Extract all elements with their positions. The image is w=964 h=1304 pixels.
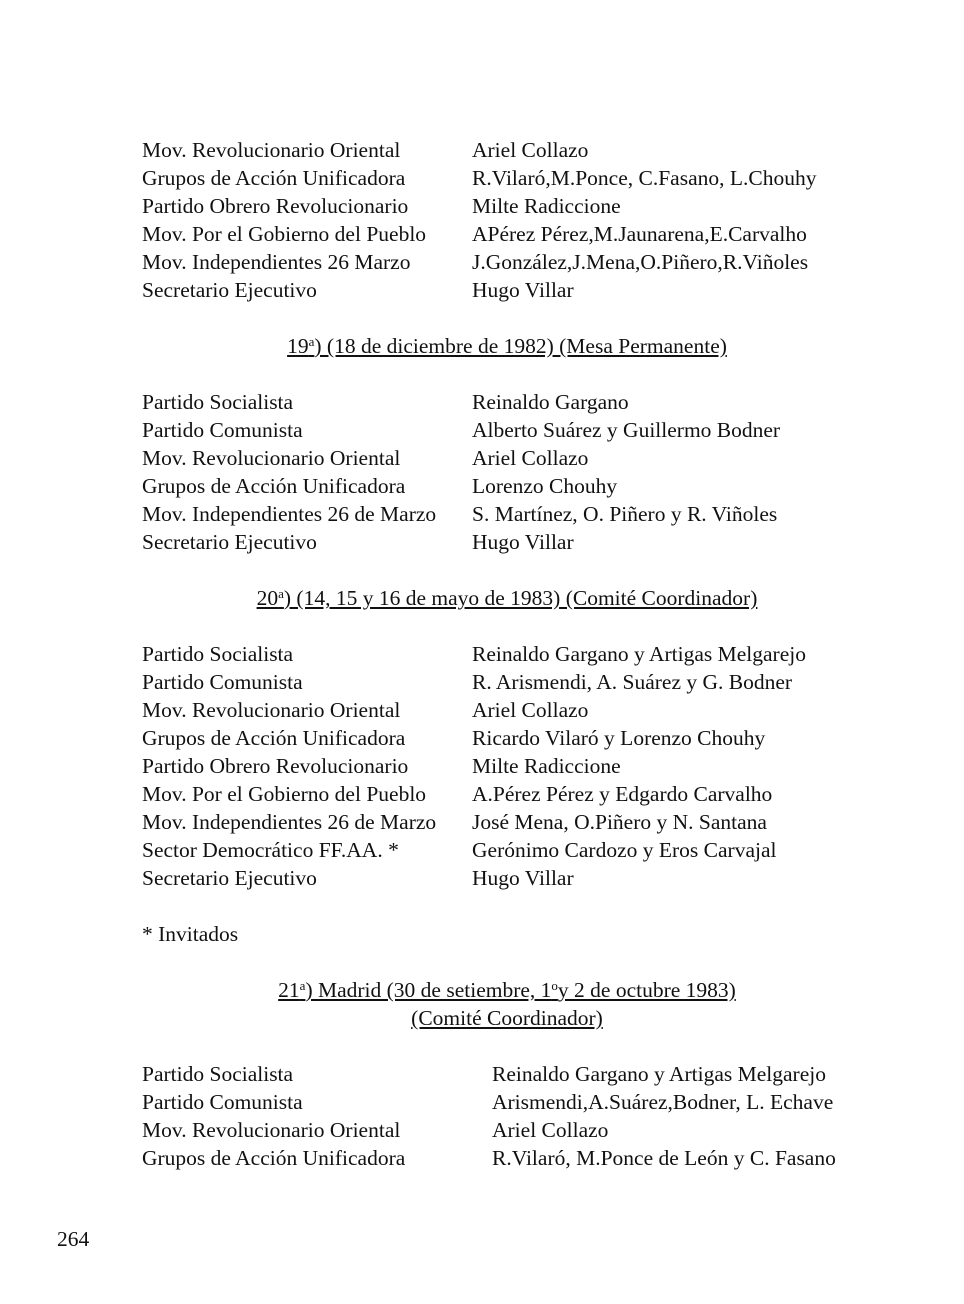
delegates: Milte Radiccione — [472, 194, 621, 218]
attendance-row — [142, 416, 862, 444]
delegates: R.Vilaró,M.Ponce, C.Fasano, L.Chouhy — [472, 166, 817, 190]
organization: Partido Comunista — [142, 670, 303, 694]
organization: Partido Comunista — [142, 1090, 303, 1114]
attendance-row — [142, 1088, 862, 1116]
organization: Partido Socialista — [142, 390, 294, 414]
attendance-row — [142, 1060, 862, 1088]
delegates: Hugo Villar — [472, 530, 574, 554]
delegates: R. Arismendi, A. Suárez y G. Bodner — [472, 670, 793, 694]
organization: Partido Obrero Revolucionario — [142, 194, 409, 218]
delegates: Reinaldo Gargano y Artigas Melgarejo — [472, 642, 806, 666]
organization: Mov. Por el Gobierno del Pueblo — [142, 782, 427, 806]
delegates: Milte Radiccione — [472, 754, 621, 778]
attendance-block-20 — [142, 640, 862, 892]
organization: Mov. Por el Gobierno del Pueblo — [142, 222, 427, 246]
attendance-row — [142, 1144, 862, 1172]
heading-line-1: 21$^a$) Madrid (30 de setiembre, 1$^o$y 2 de octubre 1983) — [278, 978, 736, 1002]
attendance-row — [142, 164, 862, 192]
organization: Mov. Independientes 26 de Marzo — [142, 502, 437, 526]
meeting-heading-19: 19$^a$) (18 de diciembre de 1982) (Mesa Permanente) — [287, 334, 727, 358]
delegates: Hugo Villar — [472, 278, 574, 302]
organization: Secretario Ejecutivo — [142, 278, 317, 302]
delegates: José Mena, O.Piñero y N. Santana — [472, 810, 767, 834]
attendance-row — [142, 388, 862, 416]
attendance-row — [142, 528, 862, 556]
page-number: 264 — [57, 1227, 90, 1251]
organization: Grupos de Acción Unificadora — [142, 166, 406, 190]
organization: Partido Socialista — [142, 642, 294, 666]
delegates: J.González,J.Mena,O.Piñero,R.Viñoles — [472, 250, 809, 274]
attendance-row — [142, 500, 862, 528]
delegates: Ariel Collazo — [472, 138, 589, 162]
meeting-heading-21 — [137, 976, 877, 1032]
attendance-row — [142, 276, 862, 304]
delegates: Reinaldo Gargano y Artigas Melgarejo — [492, 1062, 826, 1086]
delegates: Ariel Collazo — [492, 1118, 609, 1142]
delegates: Ariel Collazo — [472, 446, 589, 470]
attendance-row — [142, 192, 862, 220]
attendance-row — [142, 220, 862, 248]
attendance-block-18 — [142, 136, 862, 304]
organization: Mov. Revolucionario Oriental — [142, 1118, 401, 1142]
organization: Mov. Revolucionario Oriental — [142, 138, 401, 162]
organization: Grupos de Acción Unificadora — [142, 726, 406, 750]
organization: Sector Democrático FF.AA. * — [142, 838, 399, 862]
attendance-block-21 — [142, 1060, 862, 1172]
meeting-heading-20: 20$^a$) (14, 15 y 16 de mayo de 1983) (Comité Coordinador) — [256, 586, 758, 610]
organization: Mov. Independientes 26 de Marzo — [142, 810, 437, 834]
organization: Mov. Revolucionario Oriental — [142, 698, 401, 722]
attendance-row — [142, 836, 862, 864]
attendance-row — [142, 752, 862, 780]
organization: Mov. Revolucionario Oriental — [142, 446, 401, 470]
delegates: S. Martínez, O. Piñero y R. Viñoles — [472, 502, 778, 526]
organization: Secretario Ejecutivo — [142, 530, 317, 554]
attendance-row — [142, 808, 862, 836]
attendance-row — [142, 724, 862, 752]
delegates: Gerónimo Cardozo y Eros Carvajal — [472, 838, 777, 862]
guests-footnote: * Invitados — [142, 922, 239, 946]
delegates: Ariel Collazo — [472, 698, 589, 722]
attendance-row — [142, 472, 862, 500]
delegates: APérez Pérez,M.Jaunarena,E.Carvalho — [472, 222, 807, 246]
organization: Secretario Ejecutivo — [142, 866, 317, 890]
attendance-row — [142, 248, 862, 276]
delegates: Ricardo Vilaró y Lorenzo Chouhy — [472, 726, 766, 750]
attendance-row — [142, 668, 862, 696]
organization: Partido Socialista — [142, 1062, 294, 1086]
organization: Partido Obrero Revolucionario — [142, 754, 409, 778]
heading-line-2: (Comité Coordinador) — [411, 1006, 603, 1030]
delegates: Alberto Suárez y Guillermo Bodner — [472, 418, 781, 442]
attendance-row — [142, 696, 862, 724]
attendance-row — [142, 136, 862, 164]
delegates: Arismendi,A.Suárez,Bodner, L. Echave — [492, 1090, 834, 1114]
organization: Partido Comunista — [142, 418, 303, 442]
attendance-row — [142, 1116, 862, 1144]
delegates: Reinaldo Gargano — [472, 390, 629, 414]
page-content — [142, 136, 862, 1200]
delegates: R.Vilaró, M.Ponce de León y C. Fasano — [492, 1146, 836, 1170]
attendance-row — [142, 444, 862, 472]
delegates: A.Pérez Pérez y Edgardo Carvalho — [472, 782, 773, 806]
delegates: Lorenzo Chouhy — [472, 474, 618, 498]
attendance-row — [142, 780, 862, 808]
delegates: Hugo Villar — [472, 866, 574, 890]
attendance-row — [142, 640, 862, 668]
organization: Mov. Independientes 26 Marzo — [142, 250, 411, 274]
attendance-row — [142, 864, 862, 892]
attendance-block-19 — [142, 388, 862, 556]
organization: Grupos de Acción Unificadora — [142, 474, 406, 498]
organization: Grupos de Acción Unificadora — [142, 1146, 406, 1170]
